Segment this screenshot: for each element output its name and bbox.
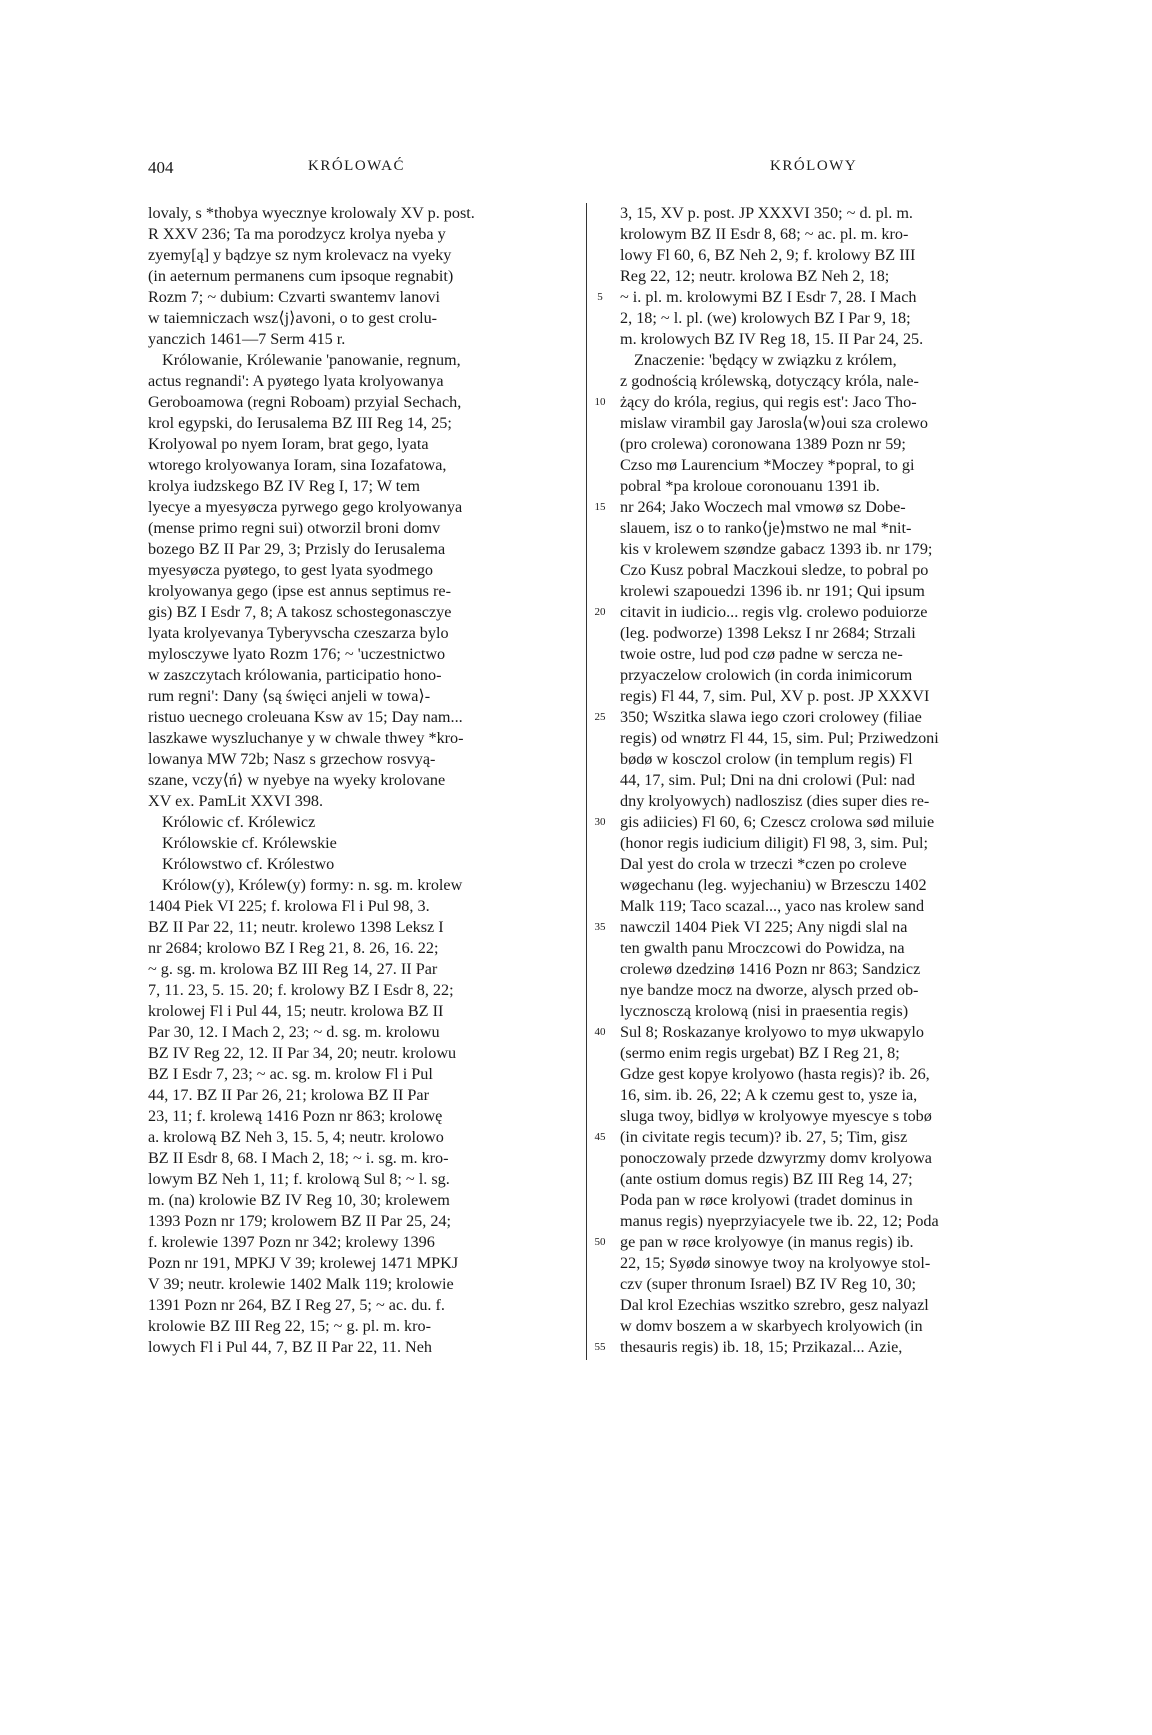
text-line: mylosczywe lyato Rozm 176; ~ 'uczestnictwo bbox=[148, 645, 446, 663]
text-line: ponoczowaly przede dzwyrzmy domv krolyowa bbox=[620, 1149, 932, 1167]
text-line: ristuo uecnego croleuana Ksw av 15; Day nam... bbox=[148, 708, 463, 726]
text-line: (in aeternum permanens cum ipsoque regnabit) bbox=[148, 267, 454, 285]
text-line: Królowstwo cf. Królestwo bbox=[162, 855, 335, 873]
text-line: regis) od wnøtrz Fl 44, 15, sim. Pul; Prziwedzoni bbox=[620, 729, 939, 747]
page-header bbox=[148, 158, 878, 182]
text-line: czv (super thronum Israel) BZ IV Reg 10, 30; bbox=[620, 1275, 916, 1293]
line-number: 10 bbox=[594, 396, 606, 408]
text-line: Rozm 7; ~ dubium: Czvarti swantemv lanovi bbox=[148, 288, 440, 306]
text-line: krolowej Fl i Pul 44, 15; neutr. krolowa BZ II bbox=[148, 1002, 444, 1020]
text-line: nr 2684; krolowo BZ I Reg 21, 8. 26, 16. 22; bbox=[148, 939, 439, 957]
text-line: lyata krolyevanya Tyberyvscha czeszarza bylo bbox=[148, 624, 449, 642]
text-line: 23, 11; f. krolewą 1416 Pozn nr 863; krolowę bbox=[148, 1107, 443, 1125]
text-line: myesyøcza pyøtego, to gest lyata syodmego bbox=[148, 561, 434, 579]
text-line: slauem, isz o to ranko⟨je⟩mstwo ne mal *nit- bbox=[620, 519, 912, 537]
text-line: dny krolyowych) nadloszisz (dies super dies re- bbox=[620, 792, 930, 810]
text-line: lowanya MW 72b; Nasz s grzechow rosvyą- bbox=[148, 750, 436, 768]
text-line: bozego BZ II Par 29, 3; Przisly do Ierusalema bbox=[148, 540, 446, 558]
text-line: bødø w kosczol crolow (in templum regis) Fl bbox=[620, 750, 913, 768]
text-line: Dal yest do crola w trzeczi *czen po croleve bbox=[620, 855, 907, 873]
line-number: 20 bbox=[594, 606, 606, 618]
text-line: wtorego krolyowanya Ioram, sina Iozafatowa, bbox=[148, 456, 447, 474]
text-line: w taiemniczach wsz⟨j⟩avoni, o to gest crolu- bbox=[148, 309, 438, 327]
text-line: BZ I Esdr 7, 23; ~ ac. sg. m. krolow Fl i Pul bbox=[148, 1065, 433, 1083]
text-line: 44, 17. BZ II Par 26, 21; krolowa BZ II Par bbox=[148, 1086, 429, 1104]
line-number: 5 bbox=[597, 291, 603, 303]
text-line: 1391 Pozn nr 264, BZ I Reg 27, 5; ~ ac. du. f. bbox=[148, 1296, 445, 1314]
text-line: mislaw virambil gay Jarosla⟨w⟩oui sza crolewo bbox=[620, 414, 928, 432]
text-line: 16, sim. ib. 26, 22; A k czemu gest to, ysze ia, bbox=[620, 1086, 918, 1104]
text-line: laszkawe wyszluchanye y w chwale thwey *kro- bbox=[148, 729, 464, 747]
text-line: ten gwalth panu Mroczcowi do Powidza, na bbox=[620, 939, 905, 957]
text-line: krolowym BZ II Esdr 8, 68; ~ ac. pl. m. kro- bbox=[620, 225, 909, 243]
line-number: 40 bbox=[594, 1026, 606, 1038]
text-line: lovaly, s *thobya wyecznye krolowaly XV p. post. bbox=[148, 204, 475, 222]
text-line: Dal krol Ezechias wszitko szrebro, gesz nalyazl bbox=[620, 1296, 929, 1314]
text-line: Malk 119; Taco scazal..., yaco nas krolew sand bbox=[620, 897, 925, 915]
text-line: lyecye a myesyøcza pyrwego gego krolyowanya bbox=[148, 498, 463, 516]
text-line: thesauris regis) ib. 18, 15; Przikazal... Azie, bbox=[620, 1338, 903, 1356]
text-line: Królowanie, Królewanie 'panowanie, regnum, bbox=[162, 351, 461, 369]
text-line: twoie ostre, lud pod czø padne w sercza ne- bbox=[620, 645, 903, 663]
text-line: BZ IV Reg 22, 12. II Par 34, 20; neutr. krolowu bbox=[148, 1044, 457, 1062]
text-line: (sermo enim regis urgebat) BZ I Reg 21, 8; bbox=[620, 1044, 900, 1062]
text-line: w domv boszem a w skarbyech krolyowich (in bbox=[620, 1317, 923, 1335]
text-line: kis v krolewem szøndze gabacz 1393 ib. nr 179; bbox=[620, 540, 933, 558]
text-line: krol egypski, do Ierusalema BZ III Reg 14, 25; bbox=[148, 414, 452, 432]
text-line: Krolyowal po nyem Ioram, brat gego, lyata bbox=[148, 435, 429, 453]
text-line: nye bandze mocz na dworze, alysch przed ob- bbox=[620, 981, 919, 999]
column-divider bbox=[586, 203, 587, 1360]
text-line: f. krolewie 1397 Pozn nr 342; krolewy 1396 bbox=[148, 1233, 435, 1251]
text-line: Sul 8; Roskazanye krolyowo to myø ukwapylo bbox=[620, 1023, 924, 1041]
text-line: Czso mø Laurencium *Moczey *popral, to gi bbox=[620, 456, 915, 474]
text-line: krolya iudzskego BZ IV Reg I, 17; W tem bbox=[148, 477, 421, 495]
text-line: actus regnandi': A pyøtego lyata krolyowanya bbox=[148, 372, 444, 390]
text-line: pobral *pa kroloue coronouanu 1391 ib. bbox=[620, 477, 880, 495]
text-line: lycznosczą krolową (nisi in praesentia regis) bbox=[620, 1002, 909, 1020]
text-line: crolewø dzedzinø 1416 Pozn nr 863; Sandzicz bbox=[620, 960, 921, 978]
text-line: (honor regis iudicium diligit) Fl 98, 3, sim. Pul; bbox=[620, 834, 929, 852]
text-line: 3, 15, XV p. post. JP XXXVI 350; ~ d. pl. m. bbox=[620, 204, 913, 222]
text-line: rum regni': Dany ⟨są święci anjeli w towa⟩- bbox=[148, 687, 431, 705]
text-line: szane, vczy⟨ń⟩ w nyebye na wyeky krolovane bbox=[148, 771, 446, 789]
text-line: regis) Fl 44, 7, sim. Pul, XV p. post. JP XXXVI bbox=[620, 687, 930, 705]
text-line: krolyowanya gego (ipse est annus septimus re- bbox=[148, 582, 451, 600]
text-line: lowy Fl 60, 6, BZ Neh 2, 9; f. krolowy BZ III bbox=[620, 246, 916, 264]
text-line: Znaczenie: 'będący w związku z królem, bbox=[634, 351, 897, 369]
running-head-left: KRÓLOWAĆ bbox=[308, 158, 405, 174]
text-line: ~ g. sg. m. krolowa BZ III Reg 14, 27. II Par bbox=[148, 960, 438, 978]
line-number: 35 bbox=[594, 921, 606, 933]
text-line: R XXV 236; Ta ma porodzycz krolya nyeba y bbox=[148, 225, 446, 243]
text-line: w zaszczytach królowania, participatio hono- bbox=[148, 666, 442, 684]
text-line: zyemy[ą] y bądzye sz nym krolevacz na vyeky bbox=[148, 246, 452, 264]
text-line: yanczich 1461—7 Serm 415 r. bbox=[148, 330, 346, 348]
text-line: Królowic cf. Królewicz bbox=[162, 813, 316, 831]
text-line: ~ i. pl. m. krolowymi BZ I Esdr 7, 28. I Mach bbox=[620, 288, 917, 306]
text-line: XV ex. PamLit XXVI 398. bbox=[148, 792, 324, 810]
text-line: gis adiicies) Fl 60, 6; Czescz crolowa sød miluie bbox=[620, 813, 935, 831]
text-line: 350; Wszitka slawa iego czori crolowey (filiae bbox=[620, 708, 922, 726]
text-line: Pozn nr 191, MPKJ V 39; krolewej 1471 MPKJ bbox=[148, 1254, 459, 1272]
text-line: a. krolową BZ Neh 3, 15. 5, 4; neutr. krolowo bbox=[148, 1128, 444, 1146]
text-line: 7, 11. 23, 5. 15. 20; f. krolowy BZ I Esdr 8, 22; bbox=[148, 981, 454, 999]
text-line: 1393 Pozn nr 179; krolowem BZ II Par 25, 24; bbox=[148, 1212, 452, 1230]
text-line: wøgechanu (leg. wyjechaniu) w Brzesczu 1402 bbox=[620, 876, 927, 894]
text-line: (pro crolewa) coronowana 1389 Pozn nr 59; bbox=[620, 435, 906, 453]
text-line: citavit in iudicio... regis vlg. crolewo poduiorze bbox=[620, 603, 928, 621]
text-line: (mense primo regni sui) otworzil broni domv bbox=[148, 519, 441, 537]
text-line: ge pan w røce krolyowye (in manus regis) ib. bbox=[620, 1233, 914, 1251]
text-line: Poda pan w røce krolyowi (tradet dominus in bbox=[620, 1191, 913, 1209]
text-line: Królow(y), Królew(y) formy: n. sg. m. krolew bbox=[162, 876, 463, 894]
line-number: 55 bbox=[594, 1341, 606, 1353]
right-column bbox=[620, 203, 1035, 1358]
page-number: 404 bbox=[148, 158, 174, 177]
text-line: 2, 18; ~ l. pl. (we) krolowych BZ I Par 9, 18; bbox=[620, 309, 911, 327]
text-line: Geroboamowa (regni Roboam) przyial Sechach, bbox=[148, 393, 462, 411]
text-line: nawczil 1404 Piek VI 225; Any nigdi slal na bbox=[620, 918, 908, 936]
text-line: 1404 Piek VI 225; f. krolowa Fl i Pul 98, 3. bbox=[148, 897, 430, 915]
text-line: krolewi szapouedzi 1396 ib. nr 191; Qui ipsum bbox=[620, 582, 925, 600]
text-line: Par 30, 12. I Mach 2, 23; ~ d. sg. m. krolowu bbox=[148, 1023, 440, 1041]
text-line: z godnością królewską, dotyczący króla, nale- bbox=[620, 372, 919, 390]
line-number: 30 bbox=[594, 816, 606, 828]
text-line: gis) BZ I Esdr 7, 8; A takosz schostegonasczye bbox=[148, 603, 452, 621]
text-line: (ante ostium domus regis) BZ III Reg 14, 27; bbox=[620, 1170, 913, 1188]
line-number: 50 bbox=[594, 1236, 606, 1248]
text-line: żący do króla, regius, qui regis est': Jaco Tho- bbox=[620, 393, 917, 411]
text-line: Reg 22, 12; neutr. krolowa BZ Neh 2, 18; bbox=[620, 267, 890, 285]
text-line: nr 264; Jako Woczech mal vmowø sz Dobe- bbox=[620, 498, 906, 516]
text-line: m. (na) krolowie BZ IV Reg 10, 30; krolewem bbox=[148, 1191, 450, 1209]
text-line: lowych Fl i Pul 44, 7, BZ II Par 22, 11. Neh bbox=[148, 1338, 433, 1356]
text-line: BZ II Esdr 8, 68. I Mach 2, 18; ~ i. sg. m. kro- bbox=[148, 1149, 449, 1167]
line-number: 15 bbox=[594, 501, 606, 513]
text-line: Królowskie cf. Królewskie bbox=[162, 834, 337, 852]
text-line: manus regis) nyeprzyiacyele twe ib. 22, 12; Poda bbox=[620, 1212, 939, 1230]
text-line: m. krolowych BZ IV Reg 18, 15. II Par 24, 25. bbox=[620, 330, 924, 348]
text-line: 22, 15; Syødø sinowye twoy na krolyowye stol- bbox=[620, 1254, 931, 1272]
text-line: krolowie BZ III Reg 22, 15; ~ g. pl. m. kro- bbox=[148, 1317, 432, 1335]
line-number: 45 bbox=[594, 1131, 606, 1143]
text-line: V 39; neutr. krolewie 1402 Malk 119; krolowie bbox=[148, 1275, 454, 1293]
text-line: (in civitate regis tecum)? ib. 27, 5; Tim, gisz bbox=[620, 1128, 908, 1146]
text-line: lowym BZ Neh 1, 11; f. krolową Sul 8; ~ l. sg. bbox=[148, 1170, 450, 1188]
text-line: Gdze gest kopye krolyowo (hasta regis)? ib. 26, bbox=[620, 1065, 930, 1083]
text-line: Czo Kusz pobral Maczkoui sledze, to pobral po bbox=[620, 561, 929, 579]
text-line: (leg. podworze) 1398 Leksz I nr 2684; Strzali bbox=[620, 624, 916, 642]
running-head-right: KRÓLOWY bbox=[770, 158, 858, 174]
text-line: przyaczelow crolowich (in corda inimicorum bbox=[620, 666, 913, 684]
line-number: 25 bbox=[594, 711, 606, 723]
text-line: sluga twoy, bidlyø w krolyowye myescye s tobø bbox=[620, 1107, 932, 1125]
text-line: BZ II Par 22, 11; neutr. krolewo 1398 Leksz I bbox=[148, 918, 444, 936]
text-line: 44, 17, sim. Pul; Dni na dni crolowi (Pul: nad bbox=[620, 771, 915, 789]
left-column bbox=[148, 203, 568, 1358]
